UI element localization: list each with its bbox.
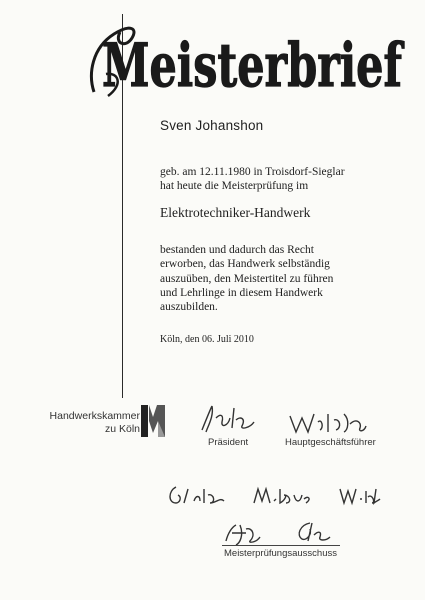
birth-line: geb. am 12.11.1980 in Troisdorf-Sieglar bbox=[160, 166, 345, 178]
issuer-name bbox=[28, 410, 140, 436]
place-and-date: Köln, den 06. Juli 2010 bbox=[160, 334, 254, 345]
rights-line: auszubilden. bbox=[160, 301, 218, 314]
craft-name: Elektrotechniker-Handwerk bbox=[160, 205, 311, 220]
issuer-name-line: Handwerkskammer bbox=[49, 410, 140, 422]
hwk-emblem-icon bbox=[140, 403, 166, 439]
committee-label: Meisterprüfungsausschuss bbox=[224, 548, 337, 559]
certificate-title bbox=[84, 14, 414, 100]
title-text: Meisterbrief bbox=[102, 31, 405, 100]
committee-signature-5 bbox=[290, 519, 332, 545]
president-label: Präsident bbox=[208, 437, 249, 448]
committee-signature-1 bbox=[166, 483, 226, 507]
exam-line: hat heute die Meisterprüfung im bbox=[160, 180, 309, 192]
rights-line: bestanden und dadurch das Recht bbox=[160, 244, 314, 256]
rights-line: und Lehrlinge in diesem Handwerk bbox=[160, 286, 323, 299]
rights-line: auszuüben, den Meistertitel zu führen bbox=[160, 272, 334, 285]
director-label: Hauptgeschäftsführer bbox=[285, 437, 376, 448]
committee-signature-line bbox=[222, 545, 340, 546]
committee-signature-3 bbox=[338, 485, 382, 507]
holder-name: Sven Johanshon bbox=[160, 118, 264, 133]
committee-signature-2 bbox=[252, 485, 312, 507]
issuer-name-line: zu Köln bbox=[104, 423, 140, 435]
president-signature bbox=[196, 402, 256, 436]
rights-statement bbox=[160, 243, 400, 314]
rights-line: erworben, das Handwerk selbständig bbox=[160, 258, 330, 271]
birth-statement bbox=[160, 165, 410, 193]
director-signature bbox=[288, 410, 368, 436]
committee-signature-4 bbox=[222, 521, 262, 547]
